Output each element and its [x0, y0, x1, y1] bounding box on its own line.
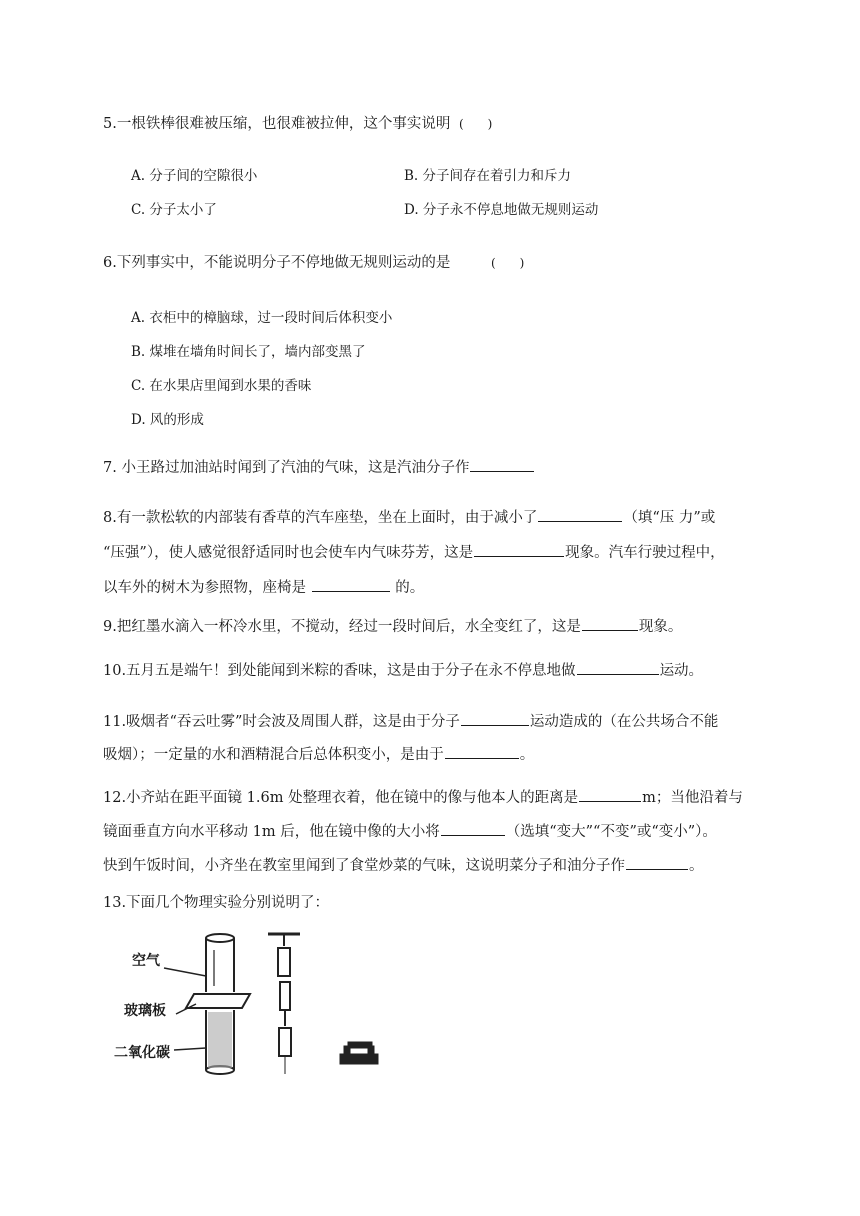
q12-line2-suffix: （选填“变大”“不变”或“变小”）。: [505, 824, 717, 840]
q10-suffix: 运动。: [659, 663, 704, 679]
q5-answer-paren: ( ): [458, 117, 493, 131]
experiment-figure: [110, 930, 390, 1080]
q11-line1-text: 11.吸烟者“吞云吐雾”时会波及周围人群，这是由于分子: [103, 714, 460, 730]
question-8-line-2: [103, 542, 725, 563]
q7-text: 7. 小王路过加油站时闻到了汽油的气味，这是汽油分子作: [103, 460, 470, 476]
q9-text: 9.把红墨水滴入一杯冷水里，不搅动，经过一段时间后，水全变红了，这是: [103, 619, 581, 635]
question-12-line-1: [103, 787, 743, 808]
question-12-line-2: [103, 821, 717, 842]
q12-blank-2[interactable]: [441, 821, 505, 836]
q11-line2-suffix: 。: [519, 747, 535, 763]
question-9: [103, 616, 682, 637]
q8-line3-suffix: 的。: [395, 580, 425, 596]
question-7: [103, 457, 535, 478]
q10-text: 10.五月五是端午！到处能闻到米粽的香味，这是由于分子在永不停息地做: [103, 663, 576, 679]
q12-blank-3[interactable]: [626, 855, 688, 870]
label-glass-plate: 玻璃板: [124, 1003, 166, 1019]
q8-blank-3[interactable]: [312, 577, 390, 592]
q6-answer-paren: ( ): [490, 256, 525, 270]
question-5-stem: [103, 114, 492, 134]
q11-blank-1[interactable]: [461, 711, 529, 726]
q6-stem-text: 6.下列事实中，不能说明分子不停地做无规则运动的是: [103, 255, 451, 271]
question-6-stem: [103, 253, 524, 273]
q8-line1-text: 8.有一款松软的内部装有香草的汽车座垫，坐在上面时，由于减小了: [103, 510, 538, 526]
experiment-drawings: [110, 930, 390, 1080]
q9-suffix: 现象。: [638, 619, 683, 635]
gas-diffusion-jars: [164, 934, 250, 1074]
q12-line2-text: 镜面垂直方向水平移动 1m 后，他在镜中像的大小将: [103, 824, 440, 840]
q13-text: 13.下面几个物理实验分别说明了：: [103, 895, 330, 911]
question-11-line-2: [103, 744, 534, 765]
q10-answer-blank[interactable]: [577, 660, 659, 675]
question-8-line-3: [103, 577, 424, 598]
q11-line2-text: 吸烟）；一定量的水和酒精混合后总体积变小，是由于: [103, 747, 444, 763]
question-10: [103, 660, 703, 681]
q8-line3-text: 以车外的树木为参照物，座椅是: [103, 580, 306, 596]
q6-option-d: D. 风的形成: [131, 412, 204, 428]
q9-answer-blank[interactable]: [582, 616, 638, 631]
q6-option-a: A. 衣柜中的樟脑球，过一段时间后体积变小: [131, 310, 393, 326]
q11-blank-2[interactable]: [445, 744, 519, 759]
lead-blocks-hanging: [268, 934, 300, 1074]
q12-line1-suffix: m；当他沿着与: [642, 790, 743, 806]
block-on-stand: [340, 1042, 378, 1064]
question-12-line-3: [103, 855, 704, 876]
q5-option-b: B. 分子间存在着引力和斥力: [404, 168, 572, 184]
q8-blank-1[interactable]: [538, 507, 622, 522]
q5-option-a: A. 分子间的空隙很小: [131, 168, 258, 184]
q8-line2-text: “压强”），使人感觉很舒适同时也会使车内气味芬芳，这是: [103, 545, 474, 561]
q12-line3-suffix: 。: [689, 858, 704, 874]
question-8-line-1: [103, 507, 715, 528]
q12-line3-text: 快到午饭时间，小齐坐在教室里闻到了食堂炒菜的气味，这说明菜分子和油分子作: [103, 858, 625, 874]
label-air: 空气: [132, 953, 160, 969]
q11-line1-suffix: 运动造成的（在公共场合不能: [529, 714, 719, 730]
q8-line1-suffix: （填“压 力”或: [623, 510, 716, 526]
q5-stem-text: 5.一根铁棒很难被压缩，也很难被拉伸，这个事实说明: [103, 116, 451, 132]
question-13: [103, 893, 329, 913]
q5-option-d: D. 分子永不停息地做无规则运动: [404, 202, 599, 218]
q12-blank-1[interactable]: [579, 787, 641, 802]
q8-line2-suffix: 现象。汽车行驶过程中，: [565, 545, 725, 561]
q6-option-b: B. 煤堆在墙角时间长了，墙内部变黑了: [131, 344, 366, 360]
question-11-line-1: [103, 711, 718, 732]
q6-option-c: C. 在水果店里闻到水果的香味: [131, 378, 312, 394]
q12-line1-text: 12.小齐站在距平面镜 1.6m 处整理衣着，他在镜中的像与他本人的距离是: [103, 790, 579, 806]
q7-answer-blank[interactable]: [470, 457, 534, 472]
q5-option-c: C. 分子太小了: [131, 202, 217, 218]
label-carbon-dioxide: 二氧化碳: [114, 1045, 170, 1061]
q8-blank-2[interactable]: [474, 542, 564, 557]
